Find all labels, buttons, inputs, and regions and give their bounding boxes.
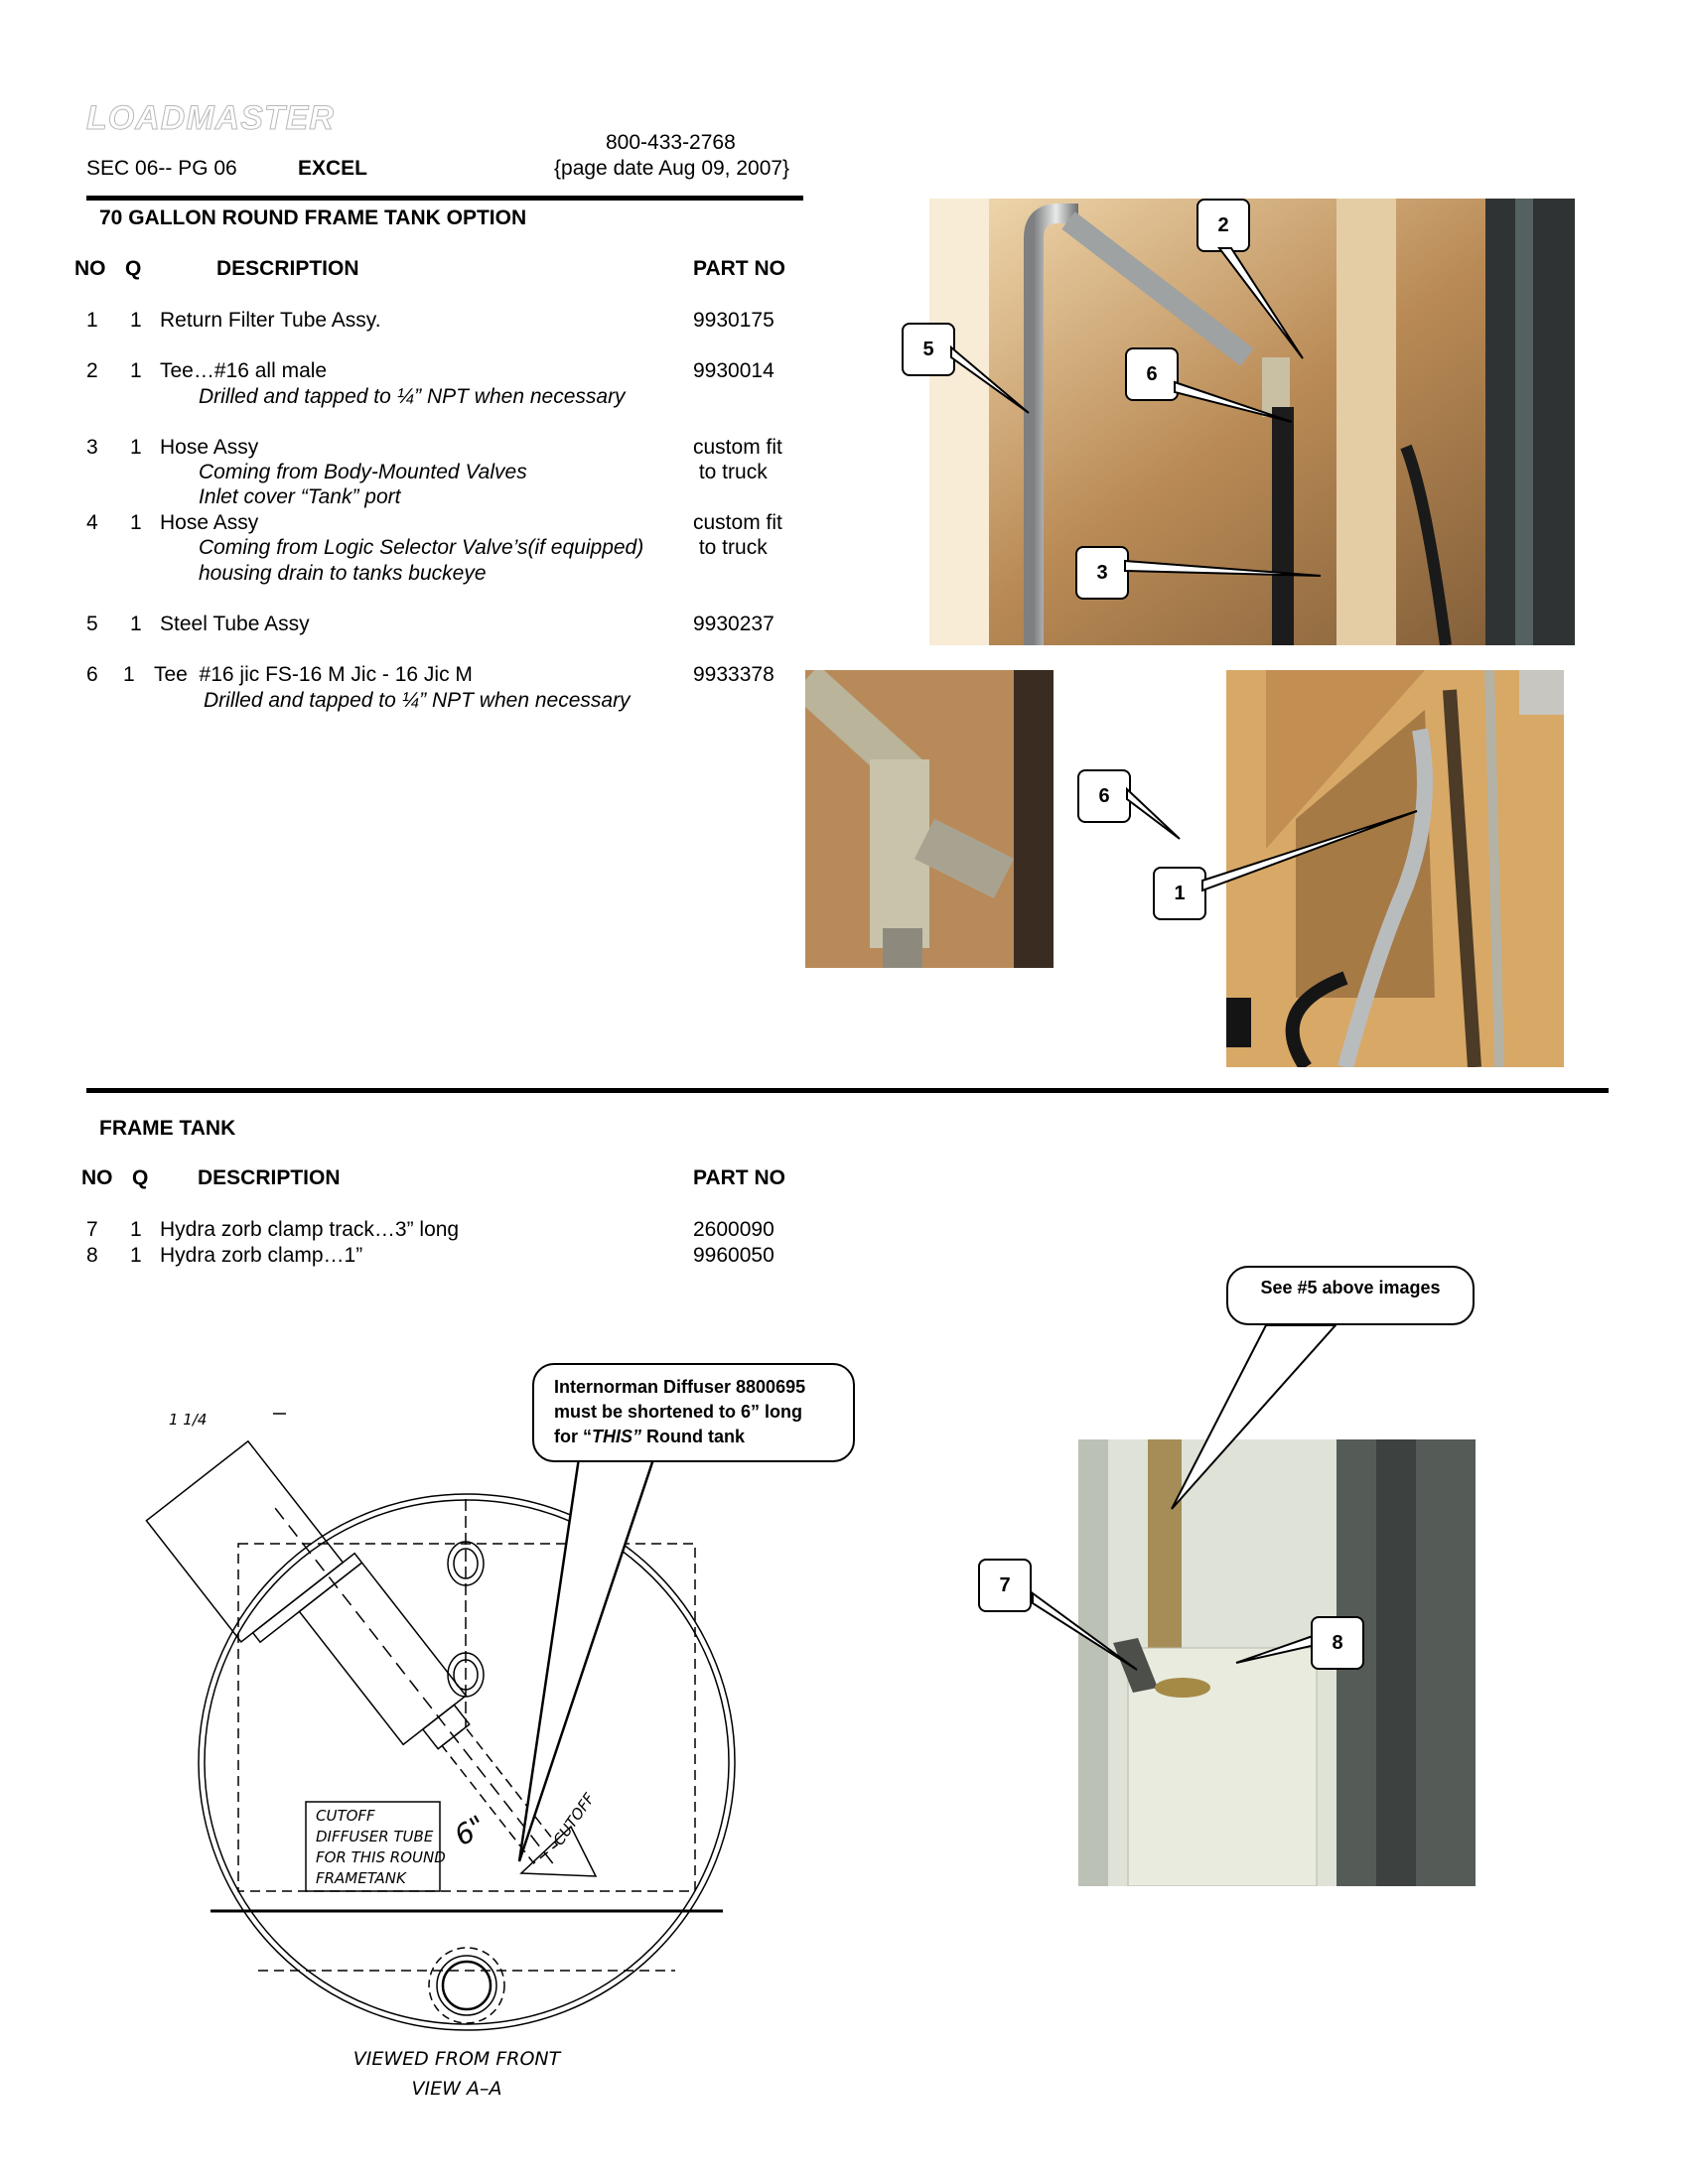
row-q: 1 [130, 436, 142, 459]
row-desc: Hydra zorb clamp…1” [160, 1244, 363, 1267]
bubble-line: must be shortened to 6” long [554, 1402, 803, 1422]
section-title-frame-tank: FRAME TANK [99, 1117, 236, 1140]
phone-number: 800-433-2768 [606, 131, 736, 154]
row-desc: Hose Assy [160, 511, 259, 534]
model-name: EXCEL [298, 157, 368, 180]
callout-2: 2 [1196, 199, 1250, 252]
row-note: Inlet cover “Tank” port [199, 485, 401, 508]
row-q: 1 [130, 1218, 142, 1241]
callout-5: 5 [902, 323, 955, 376]
row-no: 4 [86, 511, 98, 534]
callout-6: 6 [1125, 347, 1179, 401]
col-part-no: PART NO [693, 257, 785, 280]
row-desc: Tee…#16 all male [160, 359, 328, 382]
callout-leaders-bottom [0, 1261, 1688, 1757]
bubble-emphasis: THIS” [592, 1427, 642, 1446]
col-q: Q [125, 257, 142, 280]
loadmaster-logo: LOADMASTER [86, 99, 335, 137]
row-note: Coming from Body-Mounted Valves [199, 461, 527, 483]
row-no: 3 [86, 436, 98, 459]
row-note: Coming from Logic Selector Valve’s(if equipped) [199, 536, 644, 559]
row-note: Drilled and tapped to ¼” NPT when necessary [204, 689, 631, 712]
note-line: DIFFUSER TUBE [316, 1828, 434, 1845]
bubble-text: Round tank [641, 1427, 746, 1446]
row-no: 6 [86, 663, 98, 686]
bubble-line: Internorman Diffuser 8800695 [554, 1377, 806, 1397]
section-divider [86, 1088, 1609, 1093]
row-q: 1 [130, 1244, 142, 1267]
row-no: 1 [86, 309, 98, 332]
page-date: {page date Aug 09, 2007} [554, 157, 790, 180]
note-line: CUTOFF [316, 1807, 375, 1825]
row-no: 7 [86, 1218, 98, 1241]
row-no: 8 [86, 1244, 98, 1267]
dim-1-1-4: 1 1/4 [169, 1411, 208, 1429]
col-part-no: PART NO [693, 1166, 785, 1189]
row-no: 2 [86, 359, 98, 382]
caption-view-a-a: VIEW A–A [411, 2078, 502, 2100]
section-title-option: 70 GALLON ROUND FRAME TANK OPTION [99, 206, 527, 229]
note-line: FRAMETANK [316, 1869, 406, 1887]
see-5-bubble: See #5 above images [1226, 1266, 1475, 1325]
row-part: 9933378 [693, 663, 774, 686]
callout-6-closeup: 6 [1077, 769, 1131, 823]
row-q: 1 [130, 613, 142, 635]
col-q: Q [132, 1166, 149, 1189]
callout-7: 7 [978, 1559, 1032, 1612]
col-description: DESCRIPTION [198, 1166, 341, 1189]
row-part: custom fit [693, 511, 782, 534]
row-part: 9930014 [693, 359, 774, 382]
dim-6-inch: 6" [449, 1809, 492, 1853]
col-no: NO [74, 257, 106, 280]
row-q: 1 [130, 359, 142, 382]
row-note: Drilled and tapped to ¼” NPT when necessary [199, 385, 626, 408]
section-page: SEC 06-- PG 06 [86, 157, 237, 180]
row-part: to truck [693, 536, 768, 559]
callout-1: 1 [1153, 867, 1206, 920]
row-part: 9930237 [693, 613, 774, 635]
row-desc: Return Filter Tube Assy. [160, 309, 381, 332]
callout-3: 3 [1075, 546, 1129, 600]
note-line: FOR THIS ROUND [316, 1848, 446, 1866]
row-part: 9930175 [693, 309, 774, 332]
row-desc: Hydra zorb clamp track…3” long [160, 1218, 460, 1241]
row-desc: Steel Tube Assy [160, 613, 310, 635]
row-q: 1 [130, 511, 142, 534]
row-q: 1 [123, 663, 135, 686]
col-no: NO [81, 1166, 113, 1189]
row-no: 5 [86, 613, 98, 635]
bubble-text: for “ [554, 1427, 592, 1446]
row-part: 9960050 [693, 1244, 774, 1267]
row-part: to truck [693, 461, 768, 483]
row-part: 2600090 [693, 1218, 774, 1241]
row-part: custom fit [693, 436, 782, 459]
row-desc: Hose Assy [160, 436, 259, 459]
col-description: DESCRIPTION [216, 257, 359, 280]
row-desc: Tee #16 jic FS-16 M Jic - 16 Jic M [154, 663, 473, 686]
cutoff-label: CUTOFF [549, 1790, 599, 1849]
caption-viewed-from-front: VIEWED FROM FRONT [352, 2048, 561, 2070]
callout-8: 8 [1311, 1616, 1364, 1670]
row-note: housing drain to tanks buckeye [199, 562, 487, 585]
row-q: 1 [130, 309, 142, 332]
